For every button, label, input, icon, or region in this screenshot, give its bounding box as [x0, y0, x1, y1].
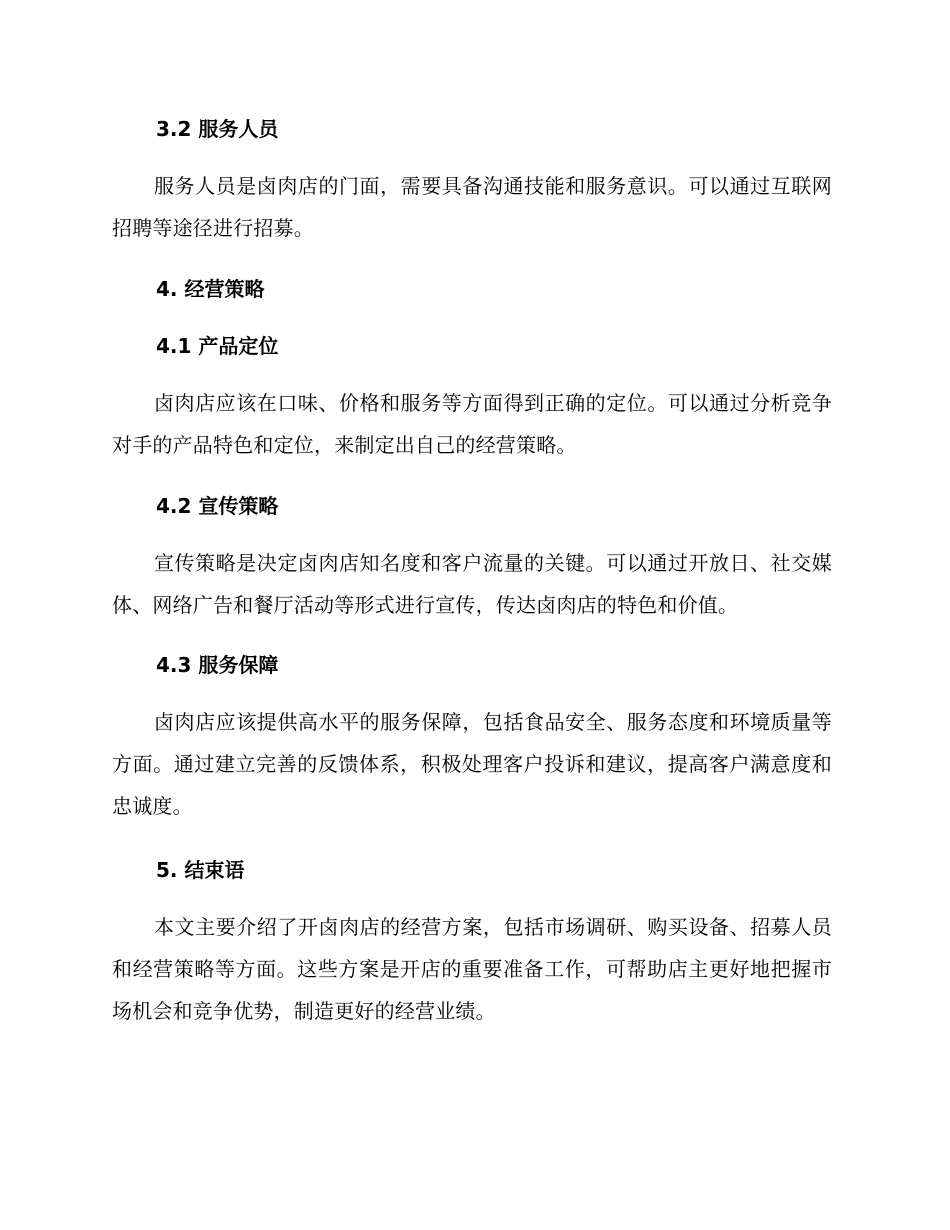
paragraph-service-guarantee: 卤肉店应该提供高水平的服务保障，包括食品安全、服务态度和环境质量等方面。通过建立完善的反馈体系，积极处理客户投诉和建议，提高客户满意度和忠诚度。	[112, 710, 832, 818]
heading-4-3: 4.3 服务保障	[156, 653, 279, 677]
heading-4: 4. 经营策略	[156, 277, 265, 301]
heading-5: 5. 结束语	[156, 858, 245, 882]
heading-4-1: 4.1 产品定位	[156, 334, 279, 358]
paragraph-conclusion: 本文主要介绍了开卤肉店的经营方案，包括市场调研、购买设备、招募人员和经营策略等方面。这些方案是开店的重要准备工作，可帮助店主更好地把握市场机会和竞争优势，制造更好的经营业绩。	[112, 915, 832, 1023]
paragraph-service-staff: 服务人员是卤肉店的门面，需要具备沟通技能和服务意识。可以通过互联网招聘等途径进行招募。	[112, 174, 832, 240]
paragraph-promotion-strategy: 宣传策略是决定卤肉店知名度和客户流量的关键。可以通过开放日、社交媒体、网络广告和餐厅活动等形式进行宣传，传达卤肉店的特色和价值。	[112, 551, 832, 617]
heading-3-2: 3.2 服务人员	[156, 117, 279, 141]
heading-4-2: 4.2 宣传策略	[156, 494, 279, 518]
paragraph-product-positioning: 卤肉店应该在口味、价格和服务等方面得到正确的定位。可以通过分析竞争对手的产品特色和定位，来制定出自己的经营策略。	[112, 391, 832, 457]
